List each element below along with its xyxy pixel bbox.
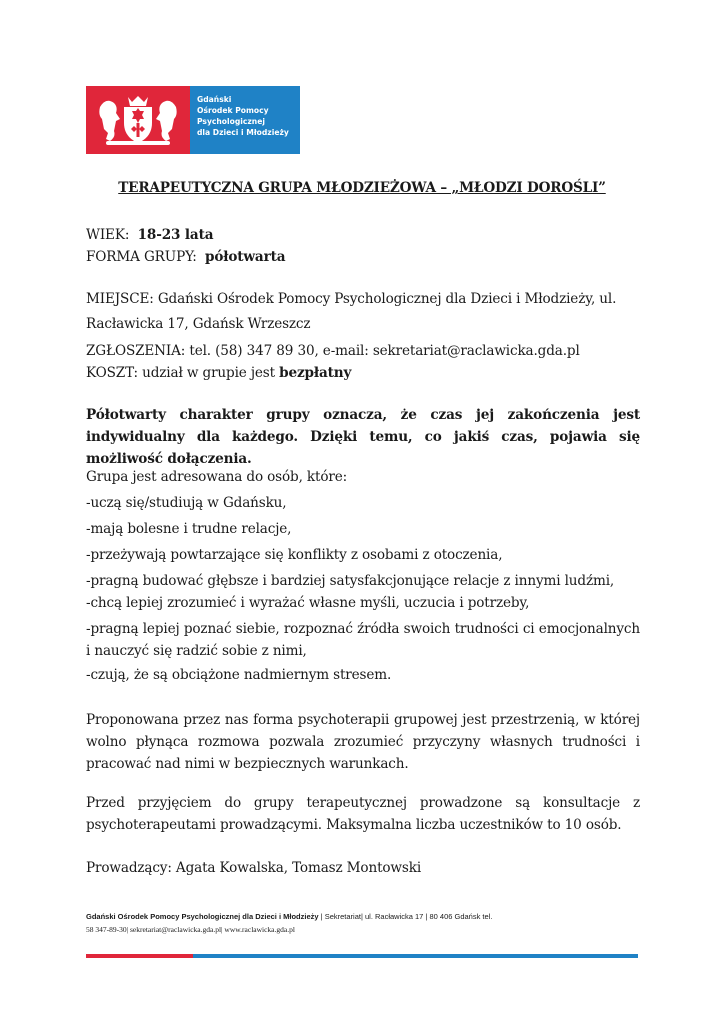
audience-intro: Grupa jest adresowana do osób, które: [86,469,348,485]
audience-item: -uczą się/studiują w Gdańsku, [86,495,287,511]
leaders-line: Prowadzący: Agata Kowalska, Tomasz Montowski [86,860,422,876]
cost-line [86,362,351,384]
signup-line: ZGŁOSZENIA: tel. (58) 347 89 30, e-mail: sekretariat@raclawicka.gda.pl [86,343,580,359]
logo-line: Gdański [197,95,232,104]
footer-address-text: | Sekretariat| ul. Racławicka 17 | 80 406 Gdańsk tel. [318,912,493,921]
audience-item: -przeżywają powtarzające się konflikty z osobami z otoczenia, [86,547,503,563]
footer-org: Gdański Ośrodek Pomocy Psychologicznej dla Dzieci i Młodzieży [86,912,319,921]
logo-line: Ośrodek Pomocy [197,106,269,115]
audience-item: -czują, że są obciążone nadmiernym stresem. [86,667,392,683]
logo-line: dla Dzieci i Młodzieży [197,128,289,137]
footer-bar-red [86,954,193,958]
group-note: Półotwarty charakter grupy oznacza, że czas jej zakończenia jest indywidualny dla każdego. Dzięki temu, co jakiś czas, pojawia się możliwość dołączenia. [86,407,640,467]
logo-emblem [86,86,190,154]
footer-contact: 58 347-89-30| sekretariat@raclawicka.gda.pl| www.raclawicka.gda.pl [86,925,295,934]
document-title: TERAPEUTYCZNA GRUPA MŁODZIEŻOWA – „MŁODZI DOROŚLI” [118,180,606,196]
consultation-paragraph: Przed przyjęciem do grupy terapeutycznej prowadzone są konsultacje z psychoterapeutami prowadzącymi. Maksymalna liczba uczestników to 10 osób. [86,795,640,833]
place-line-2: Racławicka 17, Gdańsk Wrzeszcz [86,316,311,332]
cost-label: KOSZT: udział w grupie jest [86,365,275,381]
form-value: półotwarta [204,249,286,265]
age-line [86,224,213,246]
audience-item: -chcą lepiej zrozumieć i wyrażać własne myśli, uczucia i potrzeby, [86,595,530,611]
logo-line: Psychologicznej [197,117,265,126]
age-label: WIEK: [86,227,130,243]
gdansk-coat-of-arms-icon [96,93,180,147]
logo-text [190,86,300,154]
organization-logo [86,86,300,154]
form-label: FORMA GRUPY: [86,249,197,265]
cost-value: bezpłatny [279,365,352,381]
footer-bar-blue [193,954,638,958]
form-line [86,246,285,268]
description-paragraph: Proponowana przez nas forma psychoterapii grupowej jest przestrzenią, w której wolno płynąca rozmowa pozwala zrozumieć przyczyny własnych trudności i pracować nad nimi w bezpiecznych warunkach. [86,712,640,772]
footer-address [86,912,492,921]
place-line-1: MIEJSCE: Gdański Ośrodek Pomocy Psychologicznej dla Dzieci i Młodzieży, ul. [86,291,617,307]
audience-item: -pragną lepiej poznać siebie, rozpoznać źródła swoich trudności ci emocjonalnych i nauczyć się radzić sobie z nimi, [86,621,640,659]
age-value: 18-23 lata [137,227,214,243]
audience-item: -pragną budować głębsze i bardziej satysfakcjonujące relacje z innymi ludźmi, [86,573,615,589]
audience-item: -mają bolesne i trudne relacje, [86,521,292,537]
